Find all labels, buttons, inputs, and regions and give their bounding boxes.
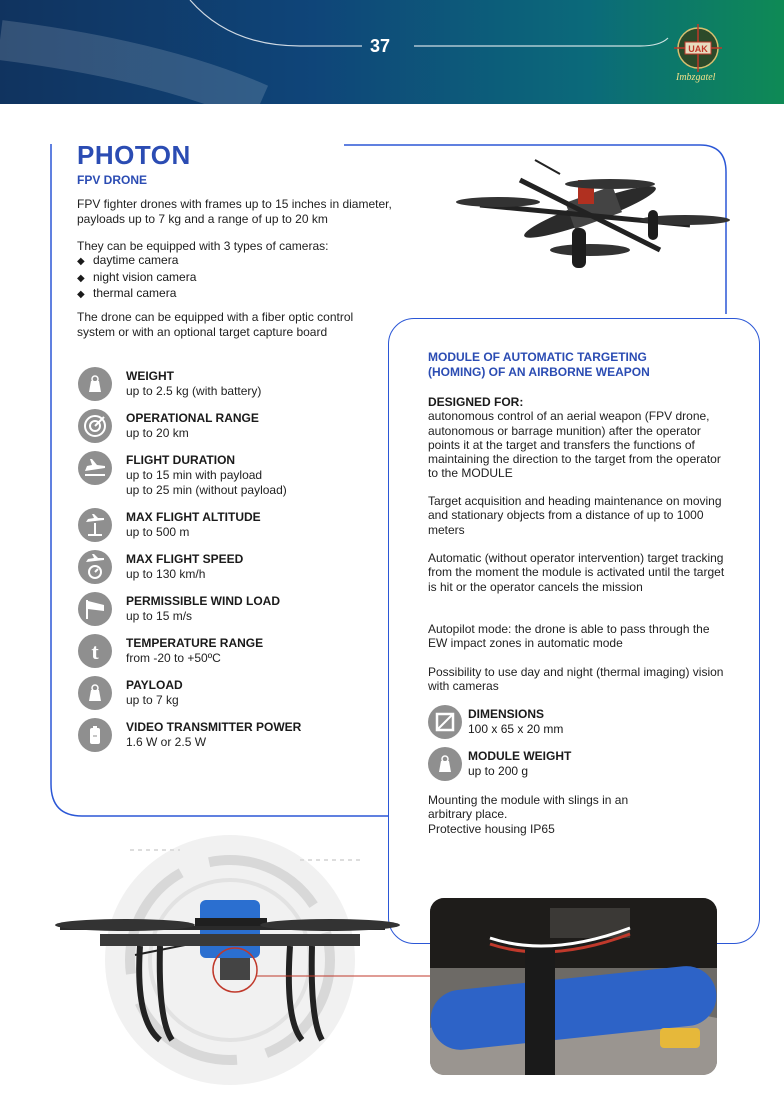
list-item: ◆ night vision camera bbox=[77, 270, 196, 287]
camera-list bbox=[77, 253, 196, 303]
airplane-icon bbox=[78, 451, 112, 485]
spec-wind-load: PERMISSIBLE WIND LOAD up to 15 m/s bbox=[78, 592, 378, 632]
mounting-paragraph: Mounting the module with slings in an arbitrary place. Protective housing IP65 bbox=[428, 793, 629, 836]
list-item: ◆ daytime camera bbox=[77, 253, 196, 270]
range-target-icon bbox=[78, 409, 112, 443]
diamond-bullet-icon: ◆ bbox=[77, 272, 85, 284]
header-decoration bbox=[0, 0, 784, 104]
spec-video-transmitter: VIDEO TRANSMITTER POWER 1.6 W or 2.5 W bbox=[78, 718, 378, 758]
designed-for-label: DESIGNED FOR: bbox=[428, 395, 524, 409]
spec-flight-duration: FLIGHT DURATION up to 15 min with payload up to 25 min (without payload) bbox=[78, 451, 378, 501]
module-photo bbox=[430, 898, 717, 1075]
module-paragraph-4: Possibility to use day and night (thermal imaging) vision with cameras bbox=[428, 665, 724, 694]
dimensions-icon bbox=[428, 705, 462, 739]
battery-icon bbox=[78, 718, 112, 752]
designed-for-block bbox=[428, 395, 728, 481]
payload-weight-icon bbox=[78, 676, 112, 710]
thermometer-icon bbox=[78, 634, 112, 668]
module-paragraph-2: Automatic (without operator intervention) target tracking from the moment the module is activated until the target is hit or the operator cancels the mission bbox=[428, 551, 725, 594]
drone-photo-bottom bbox=[40, 830, 440, 1095]
cameras-intro: They can be equipped with 3 types of cameras: bbox=[77, 239, 329, 253]
windsock-icon bbox=[78, 592, 112, 626]
logo-wordmark: Imbzgatel bbox=[676, 72, 716, 83]
spec-max-speed: MAX FLIGHT SPEED up to 130 km/h bbox=[78, 550, 378, 590]
svg-text:t: t bbox=[91, 639, 99, 664]
module-title: MODULE OF AUTOMATIC TARGETING (HOMING) OF AN AIRBORNE WEAPON bbox=[428, 350, 650, 379]
designed-for-text: autonomous control of an aerial weapon (FPV drone, autonomous or barrage munition) after the operator points it at the target and transfers the functions of maintaining the direction to the target from the operator to the MODULE bbox=[428, 409, 721, 481]
spec-temperature: t TEMPERATURE RANGE from -20 to +50ºC bbox=[78, 634, 378, 674]
spec-max-altitude: MAX FLIGHT ALTITUDE up to 500 m bbox=[78, 508, 378, 548]
module-spec-weight: MODULE WEIGHT up to 200 g bbox=[428, 747, 718, 787]
product-title: PHOTON bbox=[77, 140, 191, 170]
list-item: ◆ thermal camera bbox=[77, 286, 196, 303]
page-header bbox=[0, 0, 784, 104]
spec-payload: PAYLOAD up to 7 kg bbox=[78, 676, 378, 716]
weight-icon bbox=[428, 747, 462, 781]
spec-weight: WEIGHT up to 2.5 kg (with battery) bbox=[78, 367, 378, 407]
logo-badge-text: UAK bbox=[688, 44, 708, 54]
module-paragraph-3: Autopilot mode: the drone is able to pass through the EW impact zones in automatic mode bbox=[428, 622, 710, 651]
drone-photo-top bbox=[440, 150, 740, 280]
altitude-icon bbox=[78, 508, 112, 542]
control-paragraph: The drone can be equipped with a fiber optic control system or with an optional target capture board bbox=[77, 310, 354, 339]
spec-operational-range: OPERATIONAL RANGE up to 20 km bbox=[78, 409, 378, 449]
page-number: 37 bbox=[370, 36, 391, 56]
diamond-bullet-icon: ◆ bbox=[77, 256, 85, 267]
intro-paragraph: FPV fighter drones with frames up to 15 inches in diameter, payloads up to 7 kg and a range of up to 20 km bbox=[77, 197, 392, 226]
product-subtitle: FPV DRONE bbox=[77, 173, 148, 187]
weight-icon bbox=[78, 367, 112, 401]
module-spec-dimensions: DIMENSIONS 100 x 65 x 20 mm bbox=[428, 705, 718, 745]
module-paragraph-1: Target acquisition and heading maintenance on moving and stationary objects from a distance of up to 1000 meters bbox=[428, 494, 722, 537]
speed-icon bbox=[78, 550, 112, 584]
diamond-bullet-icon: ◆ bbox=[77, 289, 85, 300]
